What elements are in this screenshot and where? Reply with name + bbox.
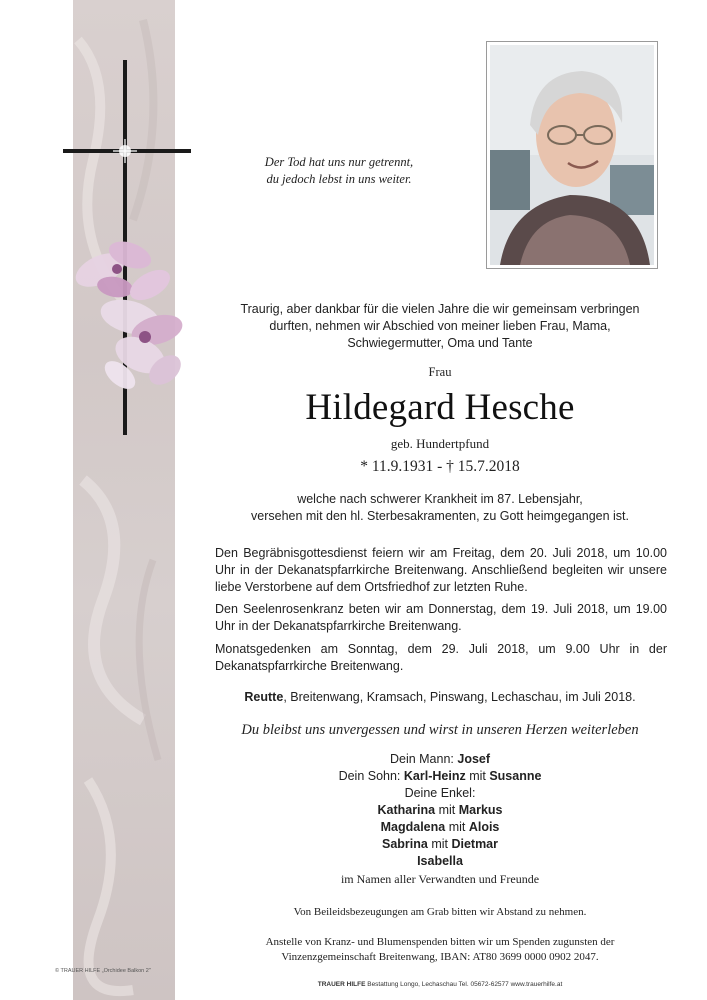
design-credit: © TRAUER HILFE „Orchidee Balkon 2": [55, 968, 151, 974]
cross-with-orchids: [45, 55, 205, 445]
funeral-paragraph: Den Begräbnisgottesdienst feiern wir am Freitag, dem 20. Juli 2018, um 10.00 Uhr in der Dekanatspfarrkirche Breitenwang. Anschließend begleiten wir unsere liebe Verstorbene auf dem Ortsfriedhof zur letzten Ruhe.: [215, 546, 667, 594]
donation-note: [215, 935, 665, 965]
mourner-husband: [215, 751, 665, 768]
mourners-list: [215, 751, 665, 870]
son-label: Dein Sohn:: [338, 769, 404, 783]
grandchild: [215, 802, 665, 819]
grandchild-partner: Alois: [468, 820, 500, 834]
salutation: Frau: [428, 365, 452, 379]
death-note: [215, 491, 665, 525]
grandchild-name: Katharina: [377, 803, 436, 817]
quote-line: Der Tod hat uns nur getrennt,: [264, 155, 414, 169]
with-word: mit: [435, 803, 459, 817]
quote: [220, 154, 458, 188]
intro-line: Schwiegermutter, Oma und Tante: [347, 336, 533, 350]
footer-brand: TRAUER HILFE: [317, 981, 366, 988]
son-partner-name: Susanne: [489, 769, 542, 783]
grandchild: [215, 819, 665, 836]
death-note-line: versehen mit den hl. Sterbesakramenten, zu Gott heimgegangen ist.: [251, 509, 629, 523]
portrait-frame: [486, 41, 658, 269]
relatives-line: im Namen aller Verwandten und Freunde: [340, 872, 540, 886]
rosary-paragraph: Den Seelenrosenkranz beten wir am Donnerstag, dem 19. Juli 2018, um 19.00 Uhr in der Dekanatspfarrkirche Breitenwang.: [215, 602, 667, 633]
places-rest: , Breitenwang, Kramsach, Pinswang, Lechaschau, im Juli 2018.: [283, 690, 636, 704]
with-word: mit: [465, 769, 490, 783]
grandchild-partner: Markus: [458, 803, 503, 817]
intro-line: durften, nehmen wir Abschied von meiner lieben Frau, Mama,: [269, 319, 611, 333]
cross-icon: [45, 55, 205, 445]
life-dates: * 11.9.1931 - † 15.7.2018: [360, 458, 520, 475]
places-line: [215, 690, 665, 704]
donation-line: Vinzenzgemeinschaft Breitenwang, IBAN: AT80 3699 0000 0902 2047.: [281, 951, 599, 963]
condolence-note: Von Beileidsbezeugungen am Grab bitten wir Abstand zu nehmen.: [293, 906, 587, 918]
motto: Du bleibst uns unvergessen und wirst in unseren Herzen weiterleben: [241, 722, 639, 738]
mourner-son: [215, 768, 665, 785]
birth-name: geb. Hundertpfund: [390, 436, 490, 451]
memorial-paragraph: Monatsgedenken am Sonntag, dem 29. Juli 2018, um 9.00 Uhr in der Dekanatspfarrkirche Breitenwang.: [215, 642, 667, 673]
grandchildren-label: Deine Enkel:: [404, 786, 476, 800]
grandchild: [215, 836, 665, 853]
quote-line: du jedoch lebst in uns weiter.: [266, 172, 412, 186]
footer: [215, 981, 665, 988]
donation-line: Anstelle von Kranz- und Blumenspenden bitten wir um Spenden zugunsten der: [265, 936, 615, 948]
footer-text: Bestattung Longo, Lechaschau Tel. 05672-62577 www.trauerhilfe.at: [365, 981, 563, 988]
with-word: mit: [427, 837, 452, 851]
portrait-photo: [490, 45, 654, 265]
grandchild-name: Magdalena: [380, 820, 446, 834]
grandchild: [215, 853, 665, 870]
intro-text: [215, 301, 665, 352]
grandchild-name: Sabrina: [381, 837, 428, 851]
intro-line: Traurig, aber dankbar für die vielen Jahre die wir gemeinsam verbringen: [240, 302, 640, 316]
grandchild-partner: Dietmar: [451, 837, 498, 851]
grandchild-name: Isabella: [417, 854, 463, 868]
death-note-line: welche nach schwerer Krankheit im 87. Lebensjahr,: [297, 492, 583, 506]
deceased-name: Hildegard Hesche: [305, 387, 575, 428]
orchid-flower-icon: [71, 236, 187, 394]
place-first: Reutte: [244, 690, 284, 704]
husband-label: Dein Mann:: [389, 752, 458, 766]
husband-name: Josef: [457, 752, 491, 766]
son-name: Karl-Heinz: [403, 769, 466, 783]
with-word: mit: [445, 820, 469, 834]
